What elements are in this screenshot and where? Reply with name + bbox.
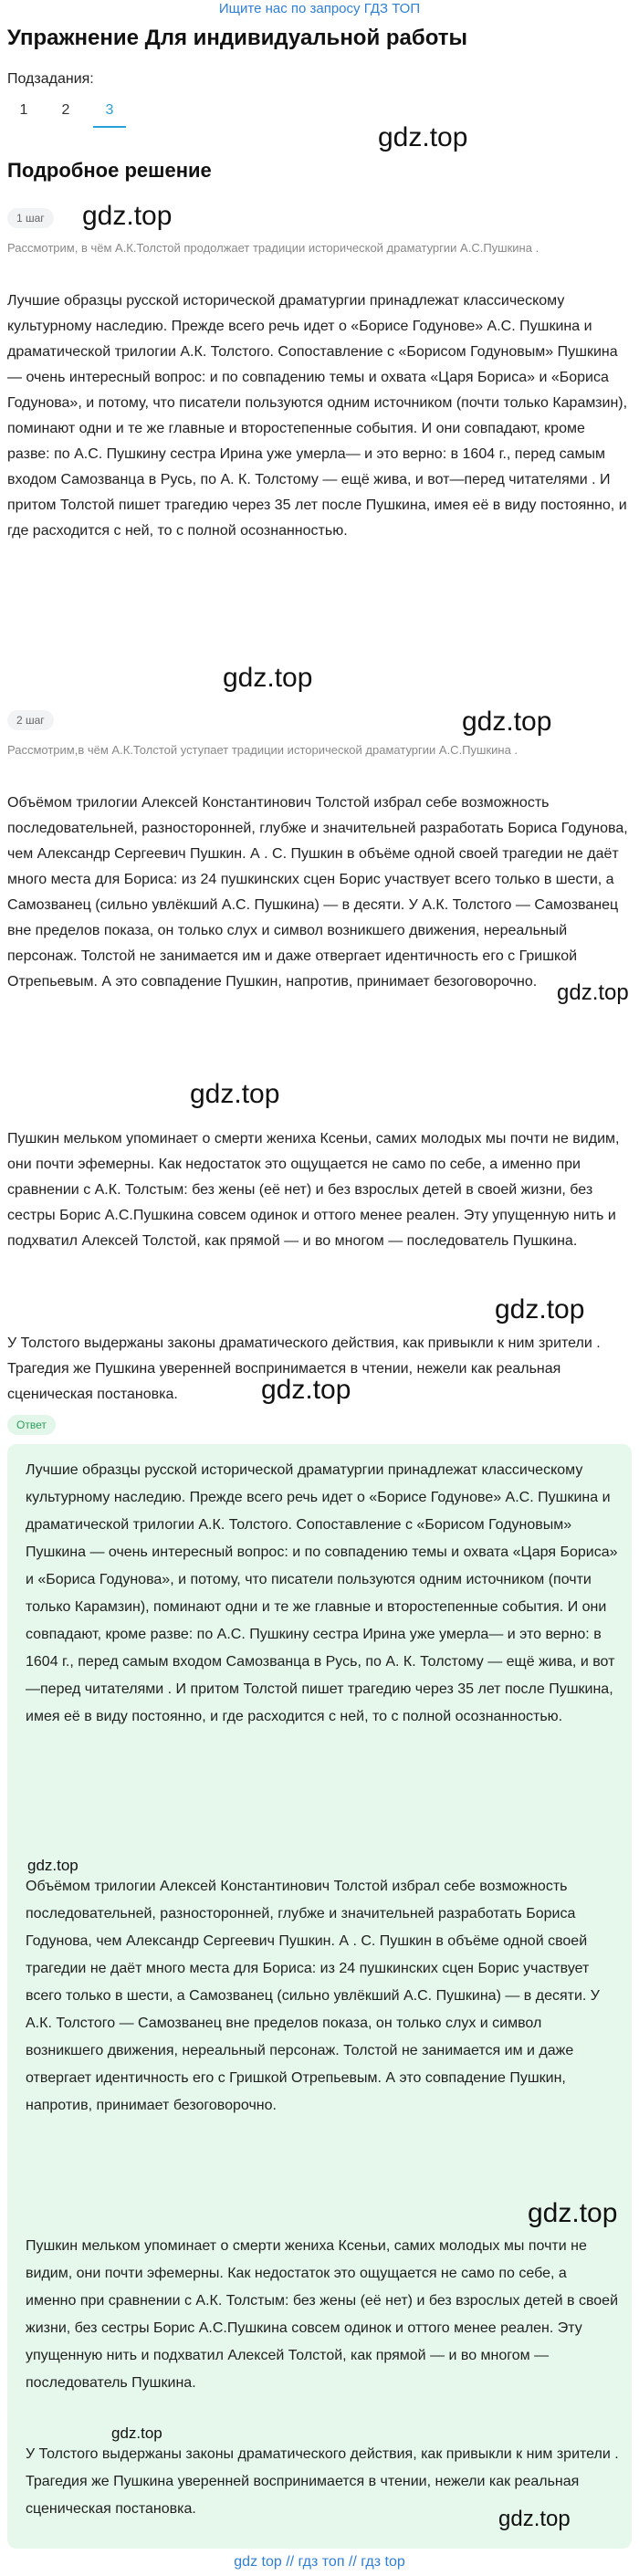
tab-2[interactable]: 2 xyxy=(61,102,70,118)
watermark: gdz.top xyxy=(223,663,313,693)
step-paragraph: У Толстого выдержаны законы драматического действия, как привыкли к ним зрители . Трагедия же Пушкина уверенней воспринимается в чтении, нежели как реальная сценическая постановка. xyxy=(7,1335,601,1402)
watermark: gdz.top xyxy=(528,2198,618,2228)
subtasks-label: Подзадания: xyxy=(7,71,94,87)
watermark: gdz.top xyxy=(462,707,552,737)
page-title: Упражнение Для индивидуальной работы xyxy=(7,26,468,50)
watermark: gdz.top xyxy=(498,2507,571,2531)
answer-paragraph: У Толстого выдержаны законы драматического действия, как привыкли к ним зрители . Трагедия же Пушкина уверенней воспринимается в чтении, нежели как реальная сценическая постановка. xyxy=(26,2446,619,2517)
answer-paragraph: Лучшие образцы русской исторической драматургии принадлежат классическому культурному наследию. Прежде всего речь идет о «Борисе Годунове» А.С. Пушкина и драматической трилогии А.К. Толстого. Сопоставление с «Борисом Годуновым» Пушкина — очень интересный вопрос: и по совпадению темы и охвата «Царя Бориса» и «Бориса Годунова», и потому, что писатели пользуются одним источником (почти только Карамзин), поминают одни и те же главные и второстепенные события. И они совпадают, кроме разве: по А.С. Пушкину сестра Ирина уже умерла— и это верно: в 1604 г., перед самым входом Самозванца в Русь, по А. К. Толстому — ещё жива, и вот—перед читателями . И притом Толстой пишет трагедию через 35 лет после Пушкина, имея её в виду постоянно, и где расходится с ней, то с полной осознанностью. xyxy=(26,1462,618,1724)
step-badge: 2 шаг xyxy=(7,710,54,730)
watermark: gdz.top xyxy=(82,201,173,231)
watermark: gdz.top xyxy=(27,1857,79,1874)
tab-1[interactable]: 1 xyxy=(19,102,28,118)
section-title: Подробное решение xyxy=(7,159,212,182)
step-caption: Рассмотрим,в чём А.К.Толстой уступает традиции исторической драматургии А.С.Пушкина . xyxy=(7,743,519,757)
step-paragraph: Лучшие образцы русской исторической драматургии принадлежат классическому культурному наследию. Прежде всего речь идет о «Борисе Годунове» А.С. Пушкина и драматической трилогии А.К. Толстого. Сопоставление с «Борисом Годуновым» Пушкина — очень интересный вопрос: и по совпадению темы и охвата «Царя Бориса» и «Бориса Годунова», и потому, что писатели пользуются одним источником (почти только Карамзин), поминают одни и те же главные и второстепенные события. И они совпадают, кроме разве: по А.С. Пушкину сестра Ирина уже умерла— и это верно: в 1604 г., перед самым входом Самозванца в Русь, по А. К. Толстому — ещё жива, и вот—перед читателями . И притом Толстой пишет трагедию через 35 лет после Пушкина, имея её в виду постоянно, и где расходится с ней, то с полной осознанностью. xyxy=(7,293,628,539)
watermark: gdz.top xyxy=(378,122,468,152)
watermark: gdz.top xyxy=(495,1294,585,1325)
watermark: gdz.top xyxy=(111,2424,162,2442)
answer-paragraph: Пушкин мельком упоминает о смерти жениха Ксеньи, самих молодых мы почти не видим, они почти эфемерны. Как недостаток это ощущается не само по себе, а именно при сравнении с А.К. Толстым: без жены (её нет) и без взрослых детей в своей жизни, без сестры Борис А.С.Пушкина совсем одинок и оттого менее реален. Эту упущенную нить и подхватил Алексей Толстой, как прямой — и во многом — последователь Пушкина. xyxy=(26,2238,619,2391)
watermark: gdz.top xyxy=(557,980,629,1005)
search-banner[interactable]: Ищите нас по запросу ГДЗ ТОП xyxy=(218,1,421,16)
watermark: gdz.top xyxy=(190,1079,280,1109)
answer-paragraph: Объёмом трилогии Алексей Константинович Толстой избрал себе возможность последовательней, разносторонней, глубже и значительней разработать Бориса Годунова, чем Александр Сергеевич Пушкин. А . С. Пушкин в объёме одной своей трагедии не даёт много места для Бориса: из 24 пушкинских сцен Борис участвует всего только в шести, а Самозванец (сильно увлёкший А.С. Пушкина) — в десяти. У А.К. Толстого — Самозванец вне пределов показа, он только слух и символ возникшего движения, нереальный персонаж. Толстой не занимается им и даже отвергает идентичность его с Гришкой Отрепьевым. А это совпадение Пушкин, напротив, принимает безоговорочно. xyxy=(26,1879,600,2113)
tab-3[interactable]: 3 xyxy=(93,97,126,128)
step-paragraph: Пушкин мельком упоминает о смерти жениха Ксеньи, самих молодых мы почти не видим, они почти эфемерны. Как недостаток это ощущается не само по себе, а именно при сравнении с А.К. Толстым: без жены (её нет) и без взрослых детей в своей жизни, без сестры Борис А.С.Пушкина совсем одинок и оттого менее реален. Эту упущенную нить и подхватил Алексей Толстой, как прямой — и во многом — последователь Пушкина. xyxy=(7,1131,620,1249)
footer-links[interactable]: gdz top // гдз топ // гдз top xyxy=(234,2554,405,2570)
watermark: gdz.top xyxy=(261,1375,351,1405)
step-paragraph: Объёмом трилогии Алексей Константинович Толстой избрал себе возможность последовательней, разносторонней, глубже и значительней разработать Бориса Годунова, чем Александр Сергеевич Пушкин. А . С. Пушкин в объёме одной своей трагедии не даёт много места для Бориса: из 24 пушкинских сцен Борис участвует всего только в шести, а Самозванец (сильно увлёкший А.С. Пушкина) — в десяти. У А.К. Толстого — Самозванец вне пределов показа, он только слух и символ возникшего движения, нереальный персонаж. Толстой не занимается им и даже отвергает идентичность его с Гришкой Отрепьевым. А это совпадение Пушкин, напротив, принимает безоговорочно. xyxy=(7,795,628,990)
step-badge: 1 шаг xyxy=(7,208,54,228)
answer-badge: Ответ xyxy=(7,1415,56,1435)
step-caption: Рассмотрим, в чём А.К.Толстой продолжает традиции исторической драматургии А.С.Пушкина . xyxy=(7,241,539,255)
